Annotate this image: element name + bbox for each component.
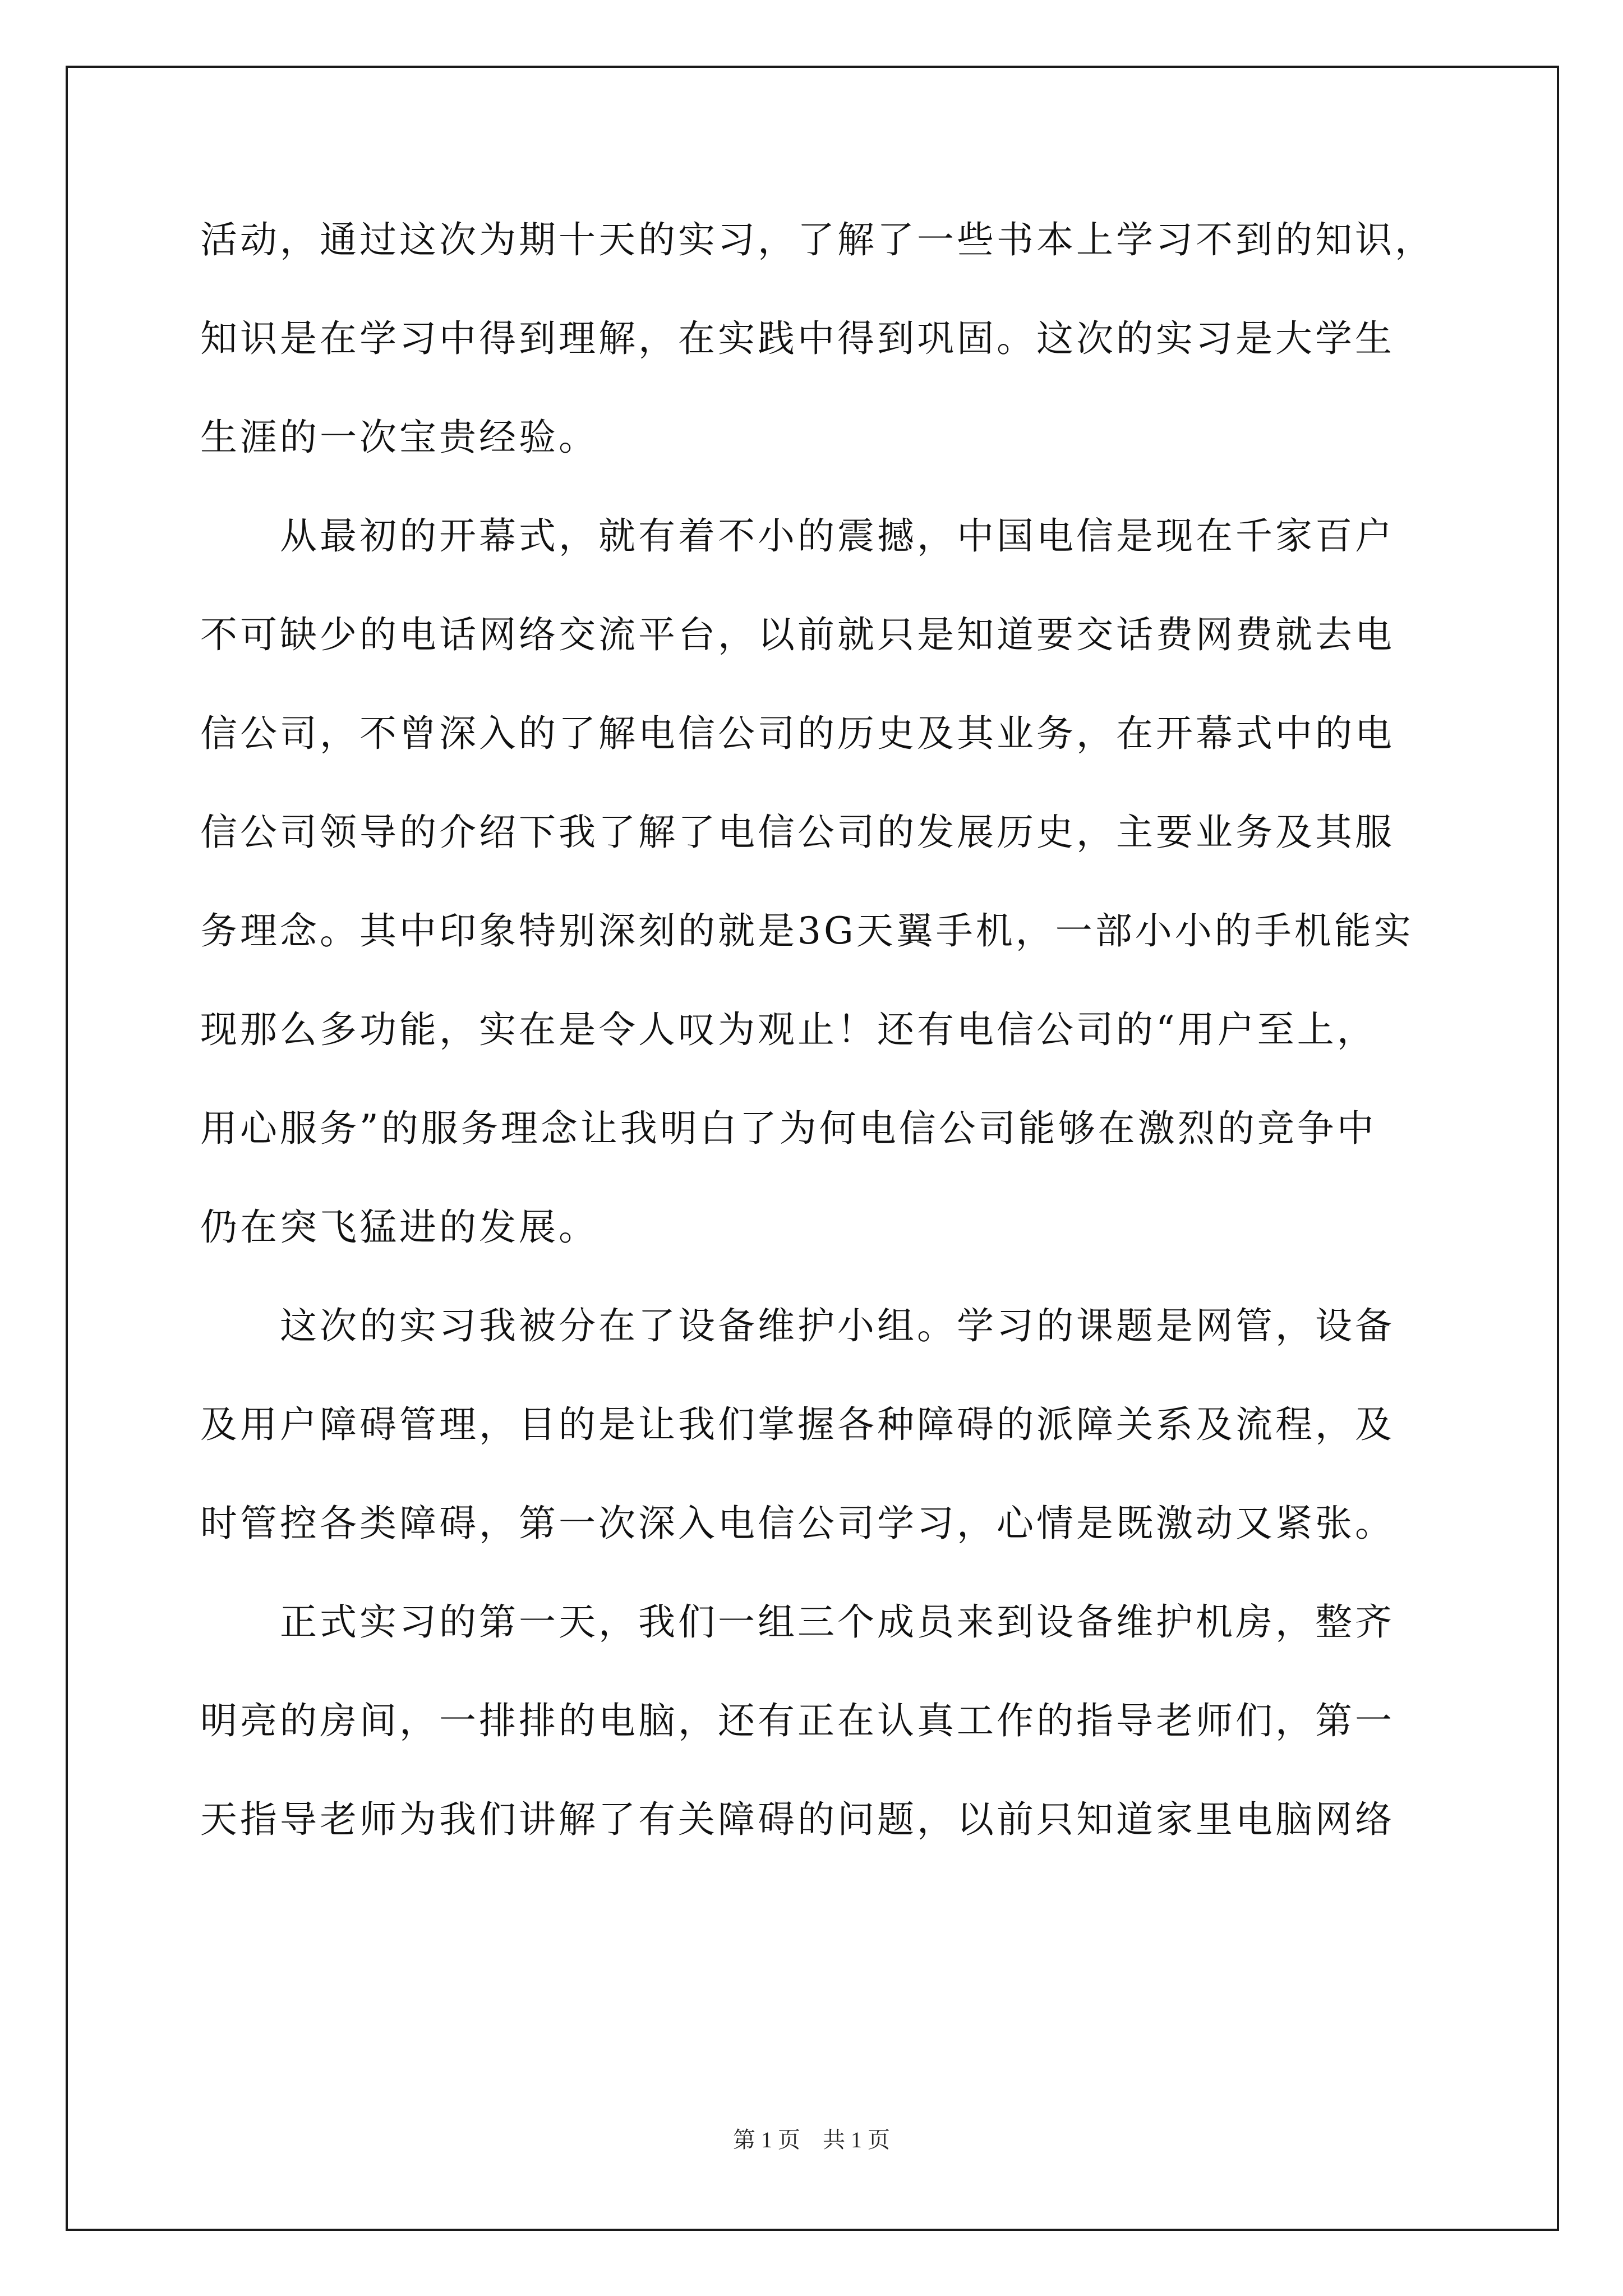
text-line: 活动，通过这次为期十天的实习，了解了一些书本上学习不到的知识，	[200, 218, 1435, 261]
text-line: 知识是在学习中得到理解，在实践中得到巩固。这次的实习是大学生	[200, 317, 1395, 360]
text-line: 务理念。其中印象特别深刻的就是3G天翼手机，一部小小的手机能实	[200, 909, 1414, 953]
text-line: 时管控各类障碍，第一次深入电信公司学习，心情是既激动又紧张。	[200, 1502, 1395, 1545]
text-line: 信公司，不曾深入的了解电信公司的历史及其业务，在开幕式中的电	[200, 712, 1395, 755]
text-line: 不可缺少的电话网络交流平台，以前就只是知道要交话费网费就去电	[200, 613, 1395, 656]
text-line: 明亮的房间，一排排的电脑，还有正在认真工作的指导老师们，第一	[200, 1699, 1395, 1742]
text-line: 仍在突飞猛进的发展。	[200, 1205, 598, 1249]
text-line: 现那么多功能，实在是令人叹为观止！还有电信公司的“用户至上，	[200, 1008, 1377, 1051]
text-line: 信公司领导的介绍下我了解了电信公司的发展历史，主要业务及其服	[200, 811, 1395, 854]
page-number: 第 1 页 共 1 页	[733, 2127, 890, 2152]
text-line: 从最初的开幕式，就有着不小的震撼，中国电信是现在千家百户	[200, 514, 1395, 558]
text-line: 生涯的一次宝贵经验。	[200, 416, 598, 459]
text-line: 及用户障碍管理，目的是让我们掌握各种障碍的派障关系及流程，及	[200, 1403, 1395, 1446]
text-line: 天指导老师为我们讲解了有关障碍的问题，以前只知道家里电脑网络	[200, 1798, 1395, 1841]
text-line: 正式实习的第一天，我们一组三个成员来到设备维护机房，整齐	[200, 1600, 1395, 1644]
text-line: 这次的实习我被分在了设备维护小组。学习的课题是网管，设备	[200, 1304, 1395, 1347]
document-body	[200, 191, 1434, 1869]
text-line: 用心服务”的服务理念让我明白了为何电信公司能够在激烈的竞争中	[200, 1107, 1377, 1150]
